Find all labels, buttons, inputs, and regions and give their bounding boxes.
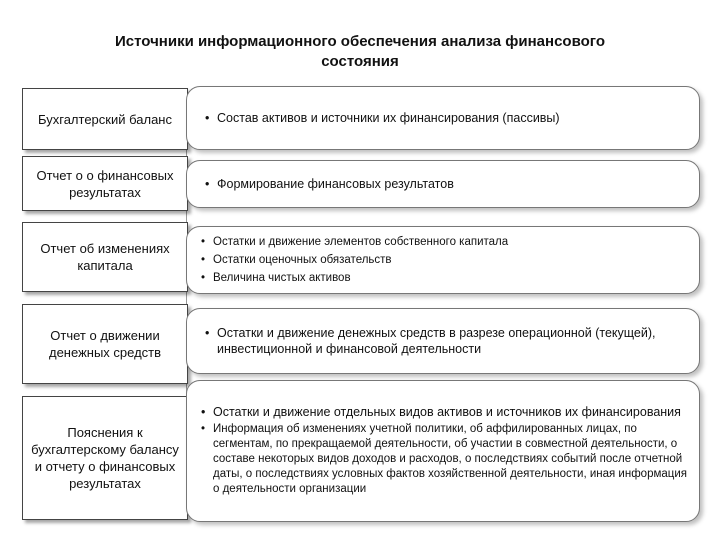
content-cash-flows [186,308,700,374]
source-cash-flows [22,304,188,384]
content-explanations [186,380,700,522]
content-item [201,422,689,497]
source-label: Отчет о движении денежных средств [48,328,162,360]
content-item [201,405,689,420]
bullet-marker: • [201,271,206,284]
content-item [201,253,689,268]
bullet-marker: • [201,405,206,419]
source-financial-results [22,156,188,211]
bullet-marker: • [205,326,210,340]
content-item-text: Состав активов и источники их финансирования (пассивы) [217,111,560,125]
content-item [205,110,689,126]
content-balance-sheet [186,86,700,150]
content-item [205,176,689,192]
bullet-marker: • [205,177,210,191]
content-item-text: Величина чистых активов [213,271,351,284]
source-label: Отчет о о финансовых результатах [36,167,174,200]
bullet-marker: • [205,111,210,125]
content-item-text: Остатки и движение элементов собственного капитала [213,235,509,248]
bullet-marker: • [201,423,206,435]
diagram-title: Источники информационного обеспечения анализа финансового состояния [115,33,605,70]
content-item [201,235,689,250]
content-financial-results [186,160,700,208]
content-item [201,271,689,286]
content-item-text: Информация об изменениях учетной политики, об аффилированных лицах, по сегментам, по прекращаемой деятельности, об участии в совместной деятельности, о составе некоторых видов доходов и расходов, о последствиях событий после отчетной даты, о последствиях условных фактов хозяйственной деятельности, иная информация о деятельности организации [213,423,688,495]
source-explanations [22,396,188,520]
source-label: Пояснения к бухгалтерскому балансу и отчету о финансовых результатах [31,425,179,491]
source-label: Бухгалтерский баланс [38,111,172,127]
content-item-text: Формирование финансовых результатов [217,177,454,191]
content-item-text: Остатки и движение отдельных видов активов и источников их финансирования [213,405,681,419]
content-item-text: Остатки и движение денежных средств в разрезе операционной (текущей), инвестиционной и финансовой деятельности [217,326,656,356]
bullet-marker: • [201,235,206,248]
source-label: Отчет об изменениях капитала [40,241,170,273]
source-capital-changes [22,222,188,292]
content-capital-changes [186,226,700,294]
source-balance-sheet [22,88,188,150]
content-item [205,325,689,357]
bullet-marker: • [201,253,206,266]
content-item-text: Остатки оценочных обязательств [213,253,392,266]
